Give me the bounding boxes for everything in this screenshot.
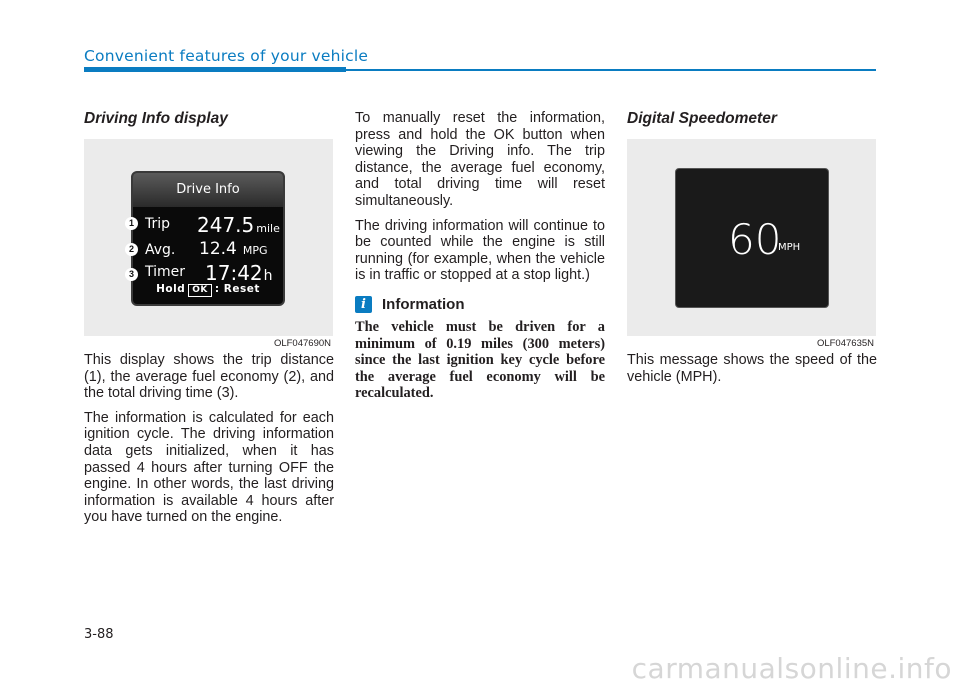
page-number: 3-88 [84, 627, 114, 642]
column-driving-info [84, 110, 334, 526]
figure-code: OLF047690N [273, 338, 331, 349]
drive-info-screen [131, 171, 285, 306]
marker-3: 3 [125, 268, 138, 281]
avg-unit: MPG [242, 244, 268, 257]
header-rule [346, 69, 876, 71]
marker-1: 1 [125, 217, 138, 230]
header-accent-bar [84, 67, 346, 72]
timer-unit: h [263, 268, 273, 284]
driving-info-figure [84, 139, 333, 349]
column-digital-speedometer [627, 110, 877, 385]
timer-value: 17:42 [205, 261, 263, 285]
reset-label: : Reset [214, 283, 260, 295]
paragraph: To manually reset the information, press and hold the OK button when viewing the Driving info. The trip distance, the average fuel economy, and total driving time will reset simultaneously. [355, 110, 605, 209]
trip-value: 247.5 [197, 213, 255, 237]
paragraph: The information is calculated for each ignition cycle. The driving information data gets initialized, when it has passed 4 hours after turning OFF the engine. In other words, the last driving information is available 4 hours after you have turned on the engine. [84, 409, 334, 526]
timer-row [133, 261, 283, 283]
paragraph: This display shows the trip distance (1), the average fuel economy (2), and the total driving time (3). [84, 352, 334, 402]
hold-label: Hold [156, 283, 186, 295]
hold-reset-hint [133, 283, 283, 297]
avg-label: Avg. [145, 242, 176, 258]
marker-2: 2 [125, 243, 138, 256]
figure-code: OLF047635N [816, 338, 874, 349]
timer-label: Timer [145, 264, 186, 280]
digital-speedometer-title: Digital Speedometer [627, 110, 777, 127]
avg-value: 12.4 [199, 239, 237, 259]
timer-value-group [205, 261, 273, 285]
information-heading [355, 296, 605, 313]
information-text: The vehicle must be driven for a minimum of 0.19 miles (300 meters) since the last ignition key cycle before the average fuel economy will be recalculated. [355, 318, 605, 402]
speed-value: 60 [728, 215, 782, 264]
speed-unit: MPH [778, 242, 801, 253]
trip-row [133, 213, 283, 235]
information-title: Information [382, 295, 465, 313]
speedometer-figure [627, 139, 876, 349]
paragraph: The driving information will continue to be counted while the engine is still running (for example, when the vehicle is in traffic or stopped at a stop light.) [355, 217, 605, 284]
avg-row [133, 239, 283, 261]
driving-info-title: Driving Info display [84, 110, 228, 127]
avg-value-group [199, 239, 268, 259]
trip-unit: mile [256, 222, 280, 235]
watermark: carmanualsonline.info [631, 652, 952, 685]
information-icon: i [355, 296, 372, 313]
column-reset-info [355, 110, 605, 402]
trip-label: Trip [145, 216, 171, 232]
speedometer-screen [675, 168, 829, 308]
screen-header: Drive Info [133, 173, 283, 207]
trip-value-group [197, 213, 280, 237]
section-header-title: Convenient features of your vehicle [84, 47, 369, 65]
paragraph: This message shows the speed of the vehicle (MPH). [627, 352, 877, 385]
ok-key-icon: OK [188, 284, 212, 297]
